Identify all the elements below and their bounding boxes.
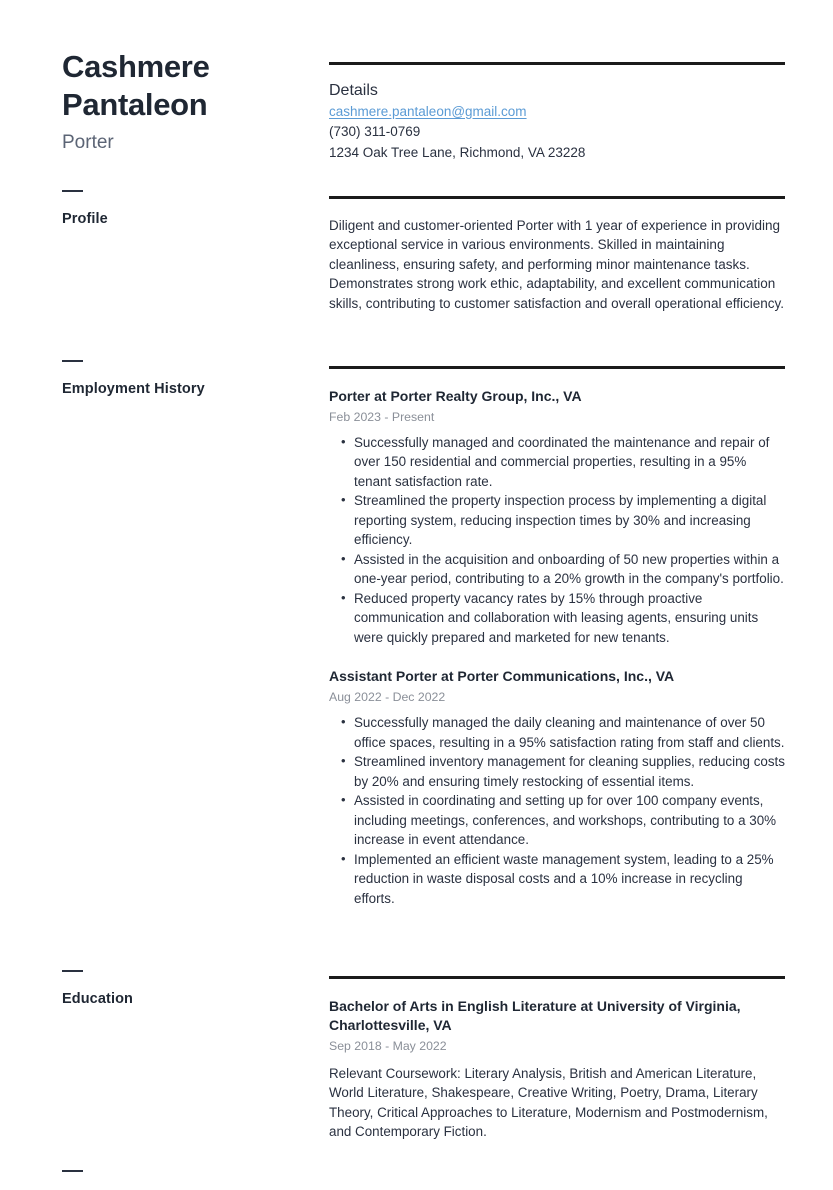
section-dash-icon	[62, 970, 83, 972]
section-dash-icon	[62, 190, 83, 192]
profile-label: Profile	[62, 211, 108, 227]
employment-entry	[329, 387, 785, 648]
education-section	[329, 976, 785, 1142]
education-entry	[329, 997, 785, 1142]
entry-title: Bachelor of Arts in English Literature at University of Virginia, Charlottesville, VA	[329, 997, 741, 1033]
resume-header	[62, 48, 312, 155]
bullet-item: • Successfully managed and coordinated the maintenance and repair of over 150 residential and commercial properties, resulting in a 95% tenant satisfaction rate.	[354, 433, 785, 492]
candidate-last-name: Pantaleon	[62, 87, 208, 122]
details-section	[329, 62, 785, 163]
section-rule	[329, 366, 785, 369]
bullet-item: • Assisted in the acquisition and onboarding of 50 new properties within a one-year period, contributing to a 20% growth in the company's portfolio.	[354, 550, 785, 589]
employment-entry	[329, 667, 785, 908]
bullet-item: • Implemented an efficient waste management system, leading to a 25% reduction in waste disposal costs and a 10% increase in recycling efforts.	[354, 850, 785, 909]
entry-bullets	[329, 713, 785, 908]
address-text: 1234 Oak Tree Lane, Richmond, VA 23228	[329, 144, 586, 160]
section-rule	[329, 62, 785, 65]
candidate-first-name: Cashmere	[62, 49, 210, 84]
phone-text: (730) 311-0769	[329, 124, 421, 139]
details-list	[329, 102, 785, 164]
section-rule	[329, 976, 785, 979]
entry-dates: Aug 2022 - Dec 2022	[329, 690, 446, 704]
employment-section	[329, 366, 785, 908]
bullet-item: • Assisted in coordinating and setting up for over 100 company events, including meetings, conferences, and workshops, contributing to a 30% increase in event attendance.	[354, 791, 785, 850]
bullet-item: • Streamlined the property inspection process by implementing a digital reporting system, reducing inspection times by 30% and increasing efficiency.	[354, 491, 785, 550]
profile-text: Diligent and customer-oriented Porter with 1 year of experience in providing exceptional service in various environments. Skilled in maintaining cleanliness, ensuring safety, and performing minor maintenance tasks. Demonstrates strong work ethic, adaptability, and excellent communication skills, contributing to customer satisfaction and overall operational efficiency.	[329, 217, 784, 311]
bullet-item: • Reduced property vacancy rates by 15% through proactive communication and collaboration with leasing agents, ensuring units were quickly prepared and marketed for new tenants.	[354, 589, 785, 648]
details-email-row	[329, 102, 785, 123]
sidebar-label-education	[62, 970, 312, 1009]
education-label: Education	[62, 991, 133, 1007]
employment-label: Employment History	[62, 381, 205, 397]
bullet-item: • Streamlined inventory management for cleaning supplies, reducing costs by 20% and ensuring timely restocking of essential items.	[354, 752, 785, 791]
entry-description: Relevant Coursework: Literary Analysis, British and American Literature, World Literature, Shakespeare, Creative Writing, Poetry, Drama, Literary Theory, Critical Approaches to Literature, Modernism and Postmodernism, and Contemporary Fiction.	[329, 1065, 768, 1139]
sidebar-label-next-section	[62, 1170, 312, 1190]
email-link[interactable]: cashmere.pantaleon@gmail.com	[329, 103, 527, 119]
sidebar-label-employment	[62, 360, 312, 399]
sidebar-label-profile	[62, 190, 312, 229]
entry-title: Porter at Porter Realty Group, Inc., VA	[329, 387, 582, 404]
section-rule	[329, 196, 785, 199]
candidate-name	[62, 48, 272, 124]
section-dash-icon	[62, 360, 83, 362]
candidate-job-title: Porter	[62, 132, 114, 153]
entry-bullets	[329, 433, 785, 648]
entry-dates: Feb 2023 - Present	[329, 409, 435, 424]
details-heading: Details	[329, 81, 378, 99]
entry-dates: Sep 2018 - May 2022	[329, 1038, 447, 1053]
bullet-item: • Successfully managed the daily cleaning and maintenance of over 50 office spaces, resulting in a 95% satisfaction rating from staff and clients.	[354, 713, 785, 752]
entry-title: Assistant Porter at Porter Communications, Inc., VA	[329, 668, 675, 684]
profile-section	[329, 196, 785, 313]
section-dash-icon	[62, 1170, 83, 1172]
